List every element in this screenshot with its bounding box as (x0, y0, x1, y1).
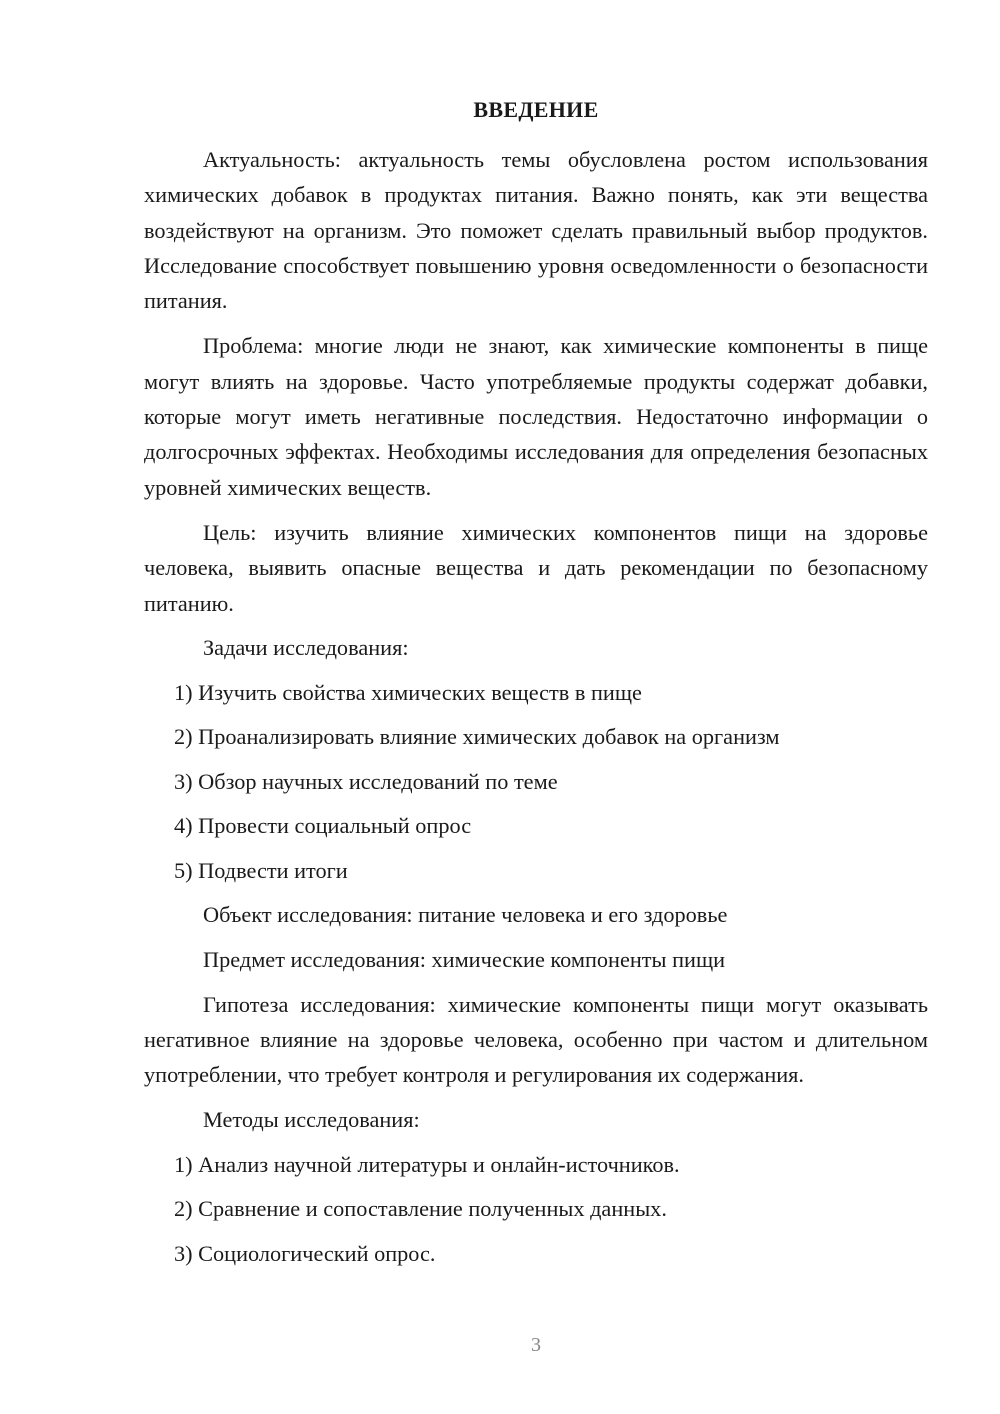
subject-paragraph: Предмет исследования: химические компоненты пищи (203, 946, 726, 972)
list-item-task-1: 1) Изучить свойства химических веществ в пище (174, 679, 642, 705)
list-item-task-5: 5) Подвести итоги (174, 857, 348, 883)
list-item-task-4: 4) Провести социальный опрос (174, 813, 472, 839)
list-item-method-3: 3) Социологический опрос. (174, 1240, 436, 1266)
methods-heading: Методы исследования: (203, 1107, 420, 1133)
section-title: ВВЕДЕНИЕ (473, 97, 599, 122)
list-item-method-2: 2) Сравнение и сопоставление полученных данных. (174, 1196, 667, 1222)
object-paragraph: Объект исследования: питание человека и его здоровье (203, 902, 728, 928)
list-item-task-3: 3) Обзор научных исследований по теме (174, 768, 558, 794)
hypothesis-paragraph: Гипотеза исследования: химические компоненты пищи могут оказывать негативное влияние на здоровье человека, особенно при частом и длительном употреблении, что требует контроля и регулирования их содержания. (144, 991, 928, 1088)
relevance-paragraph: Актуальность: актуальность темы обусловлена ростом использования химических добавок в продуктах питания. Важно понять, как эти вещества воздействуют на организм. Это поможет сделать правильный выбор продуктов. Исследование способствует повышению уровня осведомленности о безопасности питания. (144, 147, 928, 314)
goal-paragraph: Цель: изучить влияние химических компонентов пищи на здоровье человека, выявить опасные вещества и дать рекомендации по безопасному питанию. (144, 519, 928, 616)
list-item-task-2: 2) Проанализировать влияние химических добавок на организм (174, 724, 780, 750)
list-item-method-1: 1) Анализ научной литературы и онлайн-источников. (174, 1151, 680, 1177)
page-number: 3 (531, 1334, 541, 1356)
document-page (144, 93, 928, 1271)
tasks-heading: Задачи исследования: (203, 635, 409, 661)
problem-paragraph: Проблема: многие люди не знают, как химические компоненты в пище могут влиять на здоровье. Часто употребляемые продукты содержат добавки, которые могут иметь негативные последствия. Недостаточно информации о долгосрочных эффектах. Необходимы исследования для определения безопасных уровней химических веществ. (144, 333, 928, 500)
